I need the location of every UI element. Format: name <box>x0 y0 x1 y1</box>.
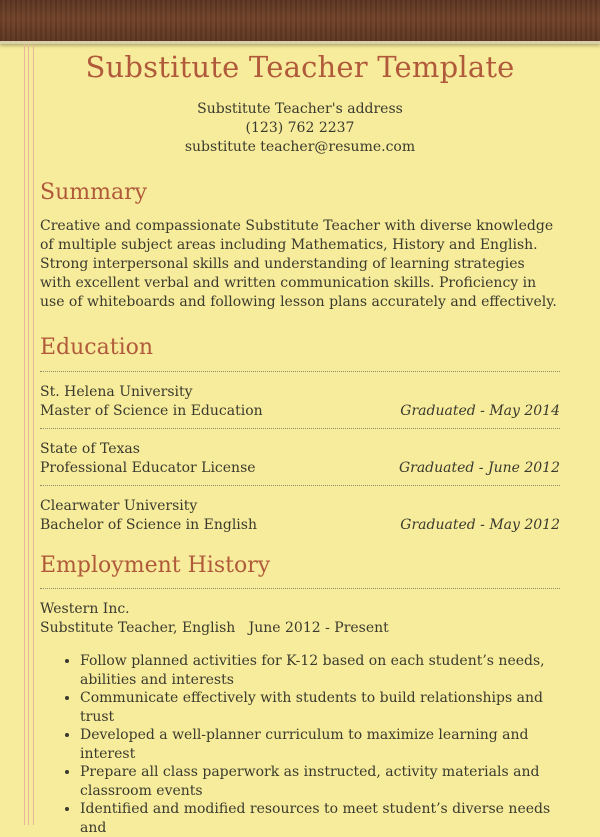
education-institution: Clearwater University <box>40 498 198 514</box>
contact-block <box>40 100 560 157</box>
resume-title: Substitute Teacher Template <box>85 50 515 84</box>
resume-page <box>40 48 560 837</box>
list-item: • Communicate effectively with students to build relationships and trust <box>80 689 560 726</box>
contact-email: substitute teacher@resume.com <box>184 139 416 155</box>
education-entry <box>40 429 560 485</box>
education-entry <box>40 486 560 542</box>
summary-heading: Summary <box>40 180 148 205</box>
education-degree: Bachelor of Science in English <box>40 517 257 533</box>
education-degree: Master of Science in Education <box>40 403 263 419</box>
list-item: • Developed a well-planner curriculum to maximize learning and interest <box>80 726 560 763</box>
education-date: Graduated - June 2012 <box>398 460 560 476</box>
leather-header-band <box>0 0 600 44</box>
margin-line <box>24 44 25 825</box>
section-divider <box>40 588 560 589</box>
summary-text: Creative and compassionate Substitute Teacher with diverse knowledge of multiple subject areas including Mathematics, History and English. Strong interpersonal skills and understanding of learning strategies with excellent verbal and written communication skills. Proficiency in use of whiteboards and following lesson plans accurately and effectively. <box>40 218 557 310</box>
education-heading: Education <box>40 335 154 360</box>
list-item: • Identified and modified resources to meet student’s diverse needs and <box>80 800 560 837</box>
education-date: Graduated - May 2014 <box>400 403 560 419</box>
employment-role: Substitute Teacher, English June 2012 - Present <box>40 620 389 636</box>
employment-duties-list <box>40 652 560 837</box>
margin-line <box>33 44 34 825</box>
employment-heading: Employment History <box>40 553 271 578</box>
contact-address: Substitute Teacher's address <box>197 101 403 117</box>
list-item: • Prepare all class paperwork as instructed, activity materials and classroom events <box>80 763 560 800</box>
education-entry <box>40 372 560 428</box>
education-degree: Professional Educator License <box>40 460 256 476</box>
employment-company: Western Inc. <box>40 601 130 617</box>
contact-phone: (123) 762 2237 <box>245 120 355 136</box>
education-date: Graduated - May 2012 <box>400 517 560 533</box>
list-item: • Follow planned activities for K-12 based on each student’s needs, abilities and interests <box>80 652 560 689</box>
margin-line <box>28 44 29 825</box>
employment-entry <box>40 600 560 638</box>
education-institution: State of Texas <box>40 441 140 457</box>
education-institution: St. Helena University <box>40 384 193 400</box>
